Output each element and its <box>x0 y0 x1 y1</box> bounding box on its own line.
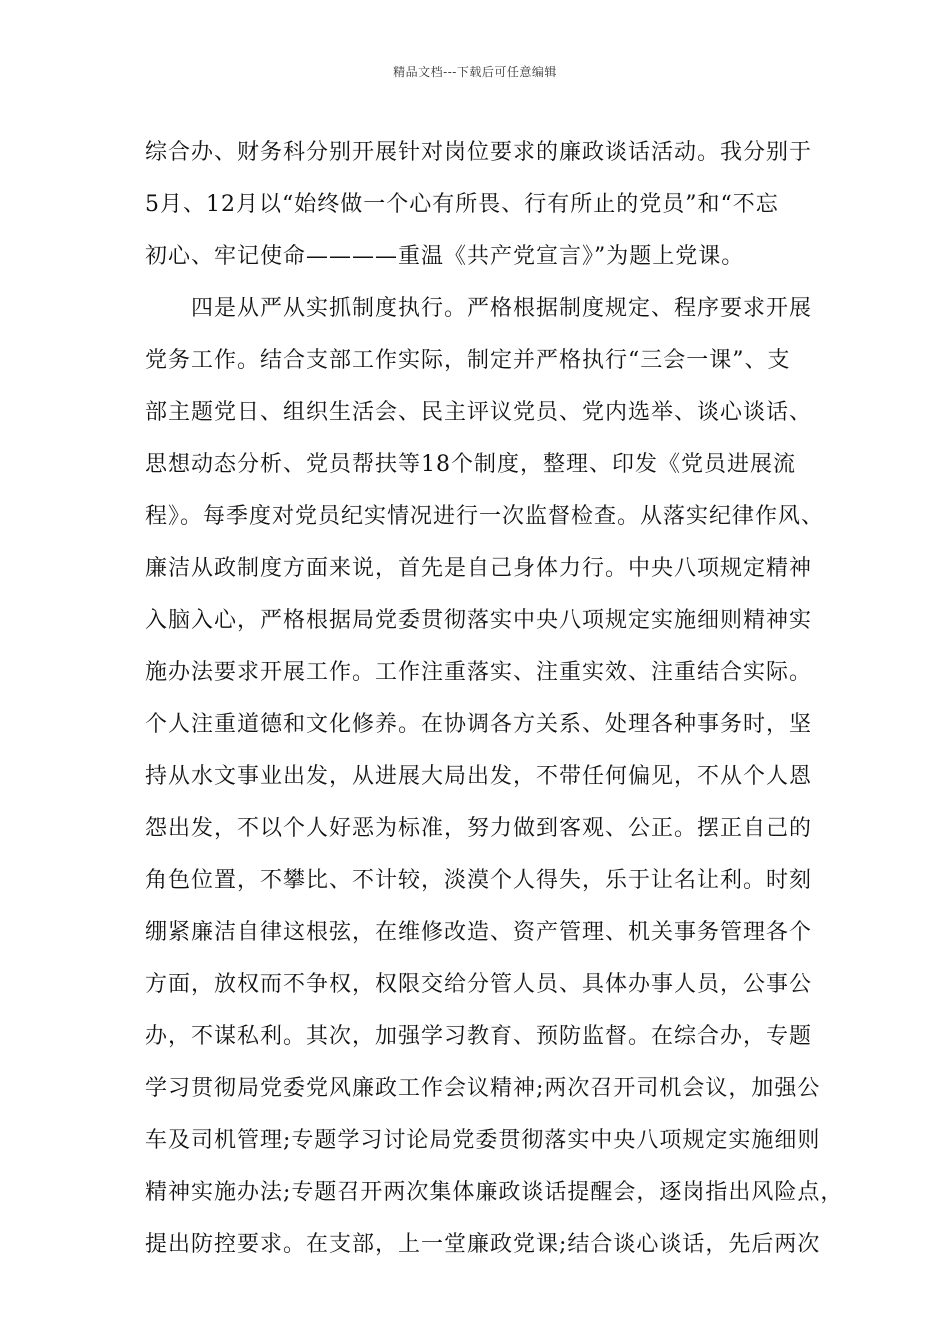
text-line: 思想动态分析、党员帮扶等18个制度，整理、印发《党员进展流 <box>145 452 796 477</box>
text-line: 施办法要求开展工作。工作注重落实、注重实效、注重结合实际。 <box>145 660 813 685</box>
text-line: 角色位置，不攀比、不计较，淡漠个人得失，乐于让名让利。时刻 <box>145 868 813 893</box>
text-line: 学习贯彻局党委党风廉政工作会议精神;两次召开司机会议，加强公 <box>145 1076 821 1101</box>
text-line: 方面，放权而不争权，权限交给分管人员、具体办事人员，公事公 <box>145 972 813 997</box>
text-line: 初心、牢记使命————重温《共产党宣言》”为题上党课。 <box>145 244 745 269</box>
text-line: 车及司机管理;专题学习讨论局党委贯彻落实中央八项规定实施细则 <box>145 1128 821 1153</box>
text-line: 怨出发，不以个人好恶为标准，努力做到客观、公正。摆正自己的 <box>145 816 813 841</box>
text-line: 党务工作。结合支部工作实际，制定并严格执行“三会一课”、支 <box>145 348 791 373</box>
text-line: 程》。每季度对党员纪实情况进行一次监督检查。从落实纪律作风、 <box>145 504 825 529</box>
text-line: 个人注重道德和文化修养。在协调各方关系、处理各种事务时，坚 <box>145 712 813 737</box>
text-line: 绷紧廉洁自律这根弦，在维修改造、资产管理、机关事务管理各个 <box>145 920 813 945</box>
text-line: 四是从严从实抓制度执行。严格根据制度规定、程序要求开展 <box>145 296 813 321</box>
text-line: 5月、12月以“始终做一个心有所畏、行有所止的党员”和“不忘 <box>145 192 779 217</box>
text-line: 提出防控要求。在支部，上一堂廉政党课;结合谈心谈话，先后两次 <box>145 1232 821 1257</box>
text-line: 廉洁从政制度方面来说，首先是自己身体力行。中央八项规定精神 <box>145 556 813 581</box>
text-line: 入脑入心，严格根据局党委贯彻落实中央八项规定实施细则精神实 <box>145 608 813 633</box>
text-line: 办，不谋私利。其次，加强学习教育、预防监督。在综合办，专题 <box>145 1024 813 1049</box>
text-line: 部主题党日、组织生活会、民主评议党员、党内选举、谈心谈话、 <box>145 400 813 425</box>
text-line: 综合办、财务科分别开展针对岗位要求的廉政谈话活动。我分别于 <box>145 140 813 165</box>
text-line: 持从水文事业出发，从进展大局出发，不带任何偏见，不从个人恩 <box>145 764 813 789</box>
document-body <box>145 127 844 1271</box>
text-line: 精神实施办法;专题召开两次集体廉政谈话提醒会，逐岗指出风险点， <box>145 1180 844 1205</box>
page-header: 精品文档---下载后可任意编辑 <box>393 65 557 79</box>
